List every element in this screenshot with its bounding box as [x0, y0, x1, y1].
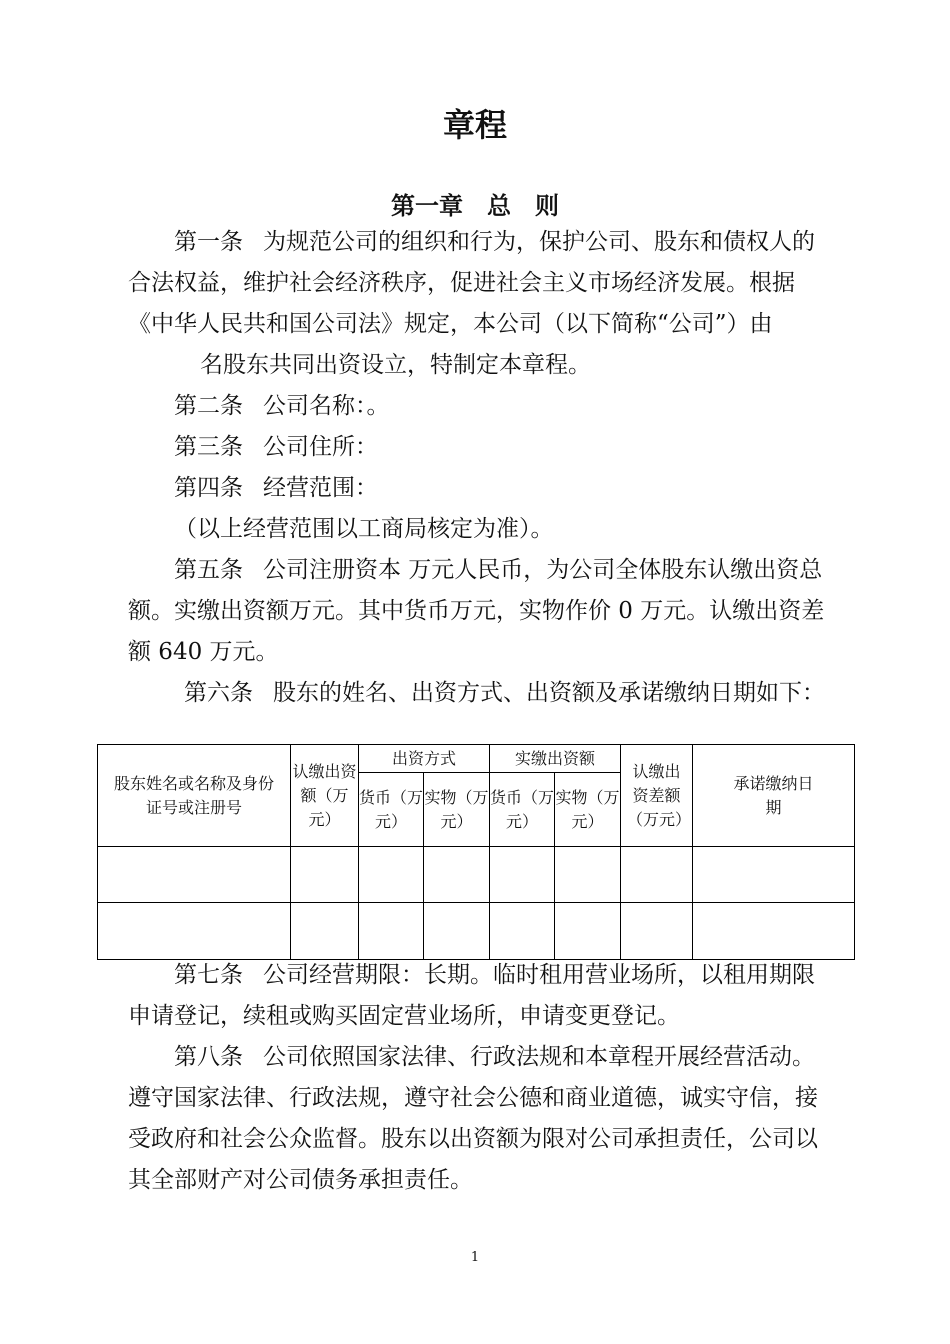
- table-cell[interactable]: [359, 847, 424, 903]
- table-cell[interactable]: [424, 847, 490, 903]
- table-cell[interactable]: [693, 847, 855, 903]
- table-cell[interactable]: [621, 903, 693, 960]
- header-subscription-difference: 认缴出资差额（万元）: [621, 745, 693, 847]
- table-cell[interactable]: [693, 903, 855, 960]
- table-cell[interactable]: [291, 847, 359, 903]
- article-6-text: 股东的姓名、出资方式、出资额及承诺缴纳日期如下：: [273, 680, 825, 706]
- header-method-currency: 货币（万元）: [359, 773, 424, 847]
- article-5-label: 第五条: [174, 557, 243, 583]
- article-4-text: 经营范围：: [263, 475, 378, 501]
- article-1-text-b: 名股东共同出资设立，特制定本章程。: [200, 352, 591, 378]
- article-7-text: 公司经营期限：长期。临时租用营业场所，以租用期限申请登记，续租或购买固定营业场所，申请变更登记。: [128, 962, 815, 1029]
- scope-note: （以上经营范围以工商局核定为准）。: [174, 516, 554, 542]
- header-subscribed-capital: 认缴出资额（万元）: [291, 745, 359, 847]
- table-cell[interactable]: [621, 847, 693, 903]
- table-row: [98, 847, 855, 903]
- table-cell[interactable]: [359, 903, 424, 960]
- article-7-label: 第七条: [174, 962, 243, 988]
- chapter-heading: 第一章 总 则: [391, 192, 559, 220]
- header-contribution-method: 出资方式: [359, 745, 490, 773]
- article-7: [128, 955, 828, 1037]
- article-5: [128, 550, 828, 673]
- table-cell[interactable]: [555, 903, 621, 960]
- header-paid-in-kind: 实物（万元）: [555, 773, 621, 847]
- article-1-text-a: 为规范公司的组织和行为，保护公司、股东和债权人的合法权益，维护社会经济秩序，促进社会主义市场经济发展。根据《中华人民共和国公司法》规定，本公司（以下简称“公司”）由: [128, 229, 815, 337]
- article-2-text: 公司名称：。: [263, 393, 390, 419]
- page-number: 1: [470, 1250, 480, 1265]
- shareholder-table: [97, 744, 855, 960]
- article-4-label: 第四条: [174, 475, 243, 501]
- header-shareholder-name: 股东姓名或名称及身份证号或注册号: [98, 745, 291, 847]
- table-cell[interactable]: [555, 847, 621, 903]
- article-2: [128, 386, 828, 427]
- article-3: [128, 427, 828, 468]
- table-cell[interactable]: [291, 903, 359, 960]
- article-8-label: 第八条: [174, 1044, 243, 1070]
- article-4: [128, 468, 828, 509]
- header-paid-in-capital: 实缴出资额: [490, 745, 621, 773]
- article-6-label: 第六条: [184, 680, 253, 706]
- table-cell[interactable]: [98, 903, 291, 960]
- table-row: [98, 903, 855, 960]
- article-6: [128, 673, 828, 714]
- articles-part-1: [128, 222, 828, 714]
- article-8-text: 公司依照国家法律、行政法规和本章程开展经营活动。遵守国家法律、行政法规，遵守社会公德和商业道德，诚实守信，接受政府和社会公众监督。股东以出资额为限对公司承担责任，公司以其全部财产对公司债务承担责任。: [128, 1044, 818, 1193]
- table-cell[interactable]: [490, 847, 555, 903]
- header-committed-date: 承诺缴纳日期: [693, 745, 855, 847]
- header-method-in-kind: 实物（万元）: [424, 773, 490, 847]
- table-cell[interactable]: [98, 847, 291, 903]
- document-title: 章程: [442, 106, 507, 144]
- article-1: [128, 222, 828, 386]
- table-cell[interactable]: [490, 903, 555, 960]
- articles-part-2: [128, 955, 828, 1201]
- article-1-label: 第一条: [174, 229, 243, 255]
- article-2-label: 第二条: [174, 393, 243, 419]
- header-paid-currency: 货币（万元）: [490, 773, 555, 847]
- article-8: [128, 1037, 828, 1201]
- article-3-text: 公司住所：: [263, 434, 378, 460]
- article-3-label: 第三条: [174, 434, 243, 460]
- article-5-text: 公司注册资本 万元人民币，为公司全体股东认缴出资总额。实缴出资额万元。其中货币万元，实物作价 0 万元。认缴出资差额 640 万元。: [128, 557, 825, 665]
- table-cell[interactable]: [424, 903, 490, 960]
